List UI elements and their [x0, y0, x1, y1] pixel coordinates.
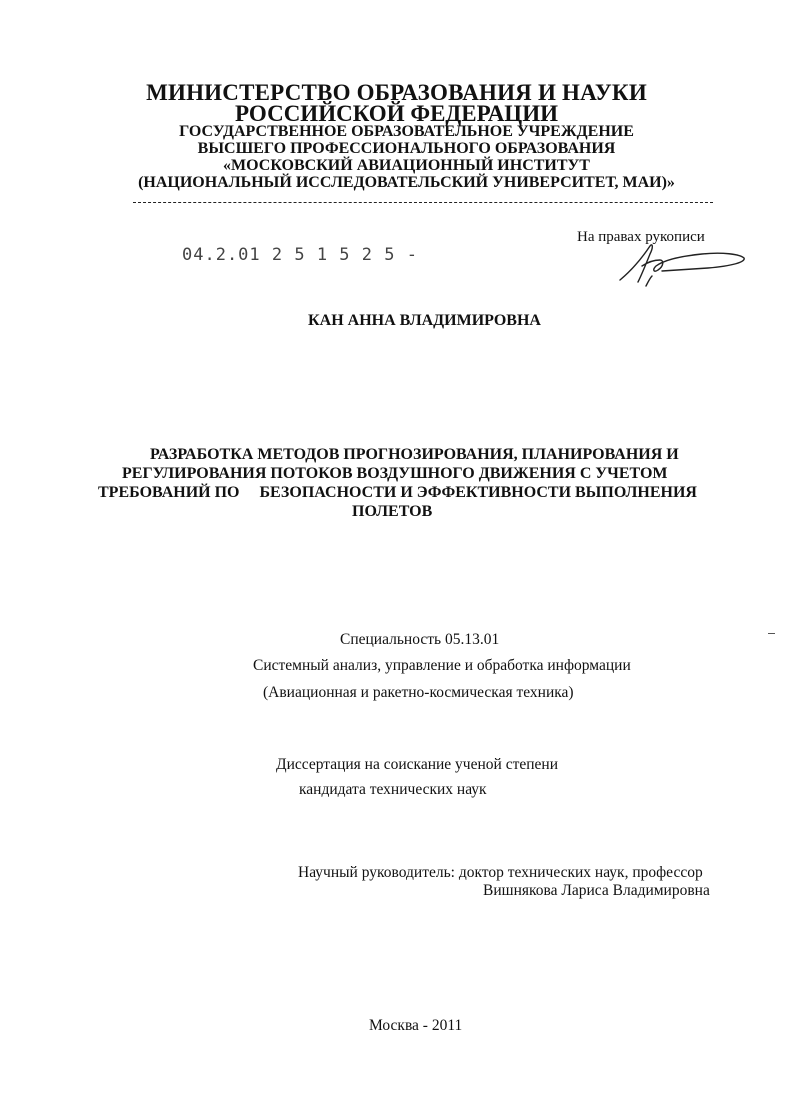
specialty-field: Системный анализ, управление и обработка информации	[253, 657, 631, 674]
ministry-line-1: МИНИСТЕРСТВО ОБРАЗОВАНИЯ И НАУКИ	[146, 80, 647, 105]
dissertation-title-line: РАЗРАБОТКА МЕТОДОВ ПРОГНОЗИРОВАНИЯ, ПЛАНИРОВАНИЯ И	[150, 446, 679, 463]
specialty-code: Специальность 05.13.01	[340, 631, 500, 648]
degree-line-2: кандидата технических наук	[299, 781, 487, 798]
institution-line-4: (НАЦИОНАЛЬНЫЙ ИССЛЕДОВАТЕЛЬСКИЙ УНИВЕРСИТЕТ, МАИ)»	[138, 174, 675, 191]
margin-mark	[768, 633, 775, 634]
signature-icon	[612, 240, 752, 290]
institution-line-3: «МОСКОВСКИЙ АВИАЦИОННЫЙ ИНСТИТУТ	[223, 157, 590, 174]
ministry-line-2: РОССИЙСКОЙ ФЕДЕРАЦИИ	[235, 101, 558, 126]
institution-line-2: ВЫСШЕГО ПРОФЕССИОНАЛЬНОГО ОБРАЗОВАНИЯ	[197, 140, 616, 157]
manuscript-note: На правах рукописи	[577, 229, 705, 245]
stamp-number: 04.2.01 2 5 1 5 2 5 -	[182, 245, 418, 265]
author-name: КАН АННА ВЛАДИМИРОВНА	[308, 312, 541, 329]
city-year: Москва - 2011	[369, 1017, 463, 1034]
specialty-branch: (Авиационная и ракетно-космическая техника)	[263, 684, 574, 701]
dissertation-title-line: РЕГУЛИРОВАНИЯ ПОТОКОВ ВОЗДУШНОГО ДВИЖЕНИЯ С УЧЕТОМ	[122, 465, 668, 482]
supervisor-title: Научный руководитель: доктор технических наук, профессор	[298, 864, 703, 881]
degree-line-1: Диссертация на соискание ученой степени	[276, 756, 558, 773]
dissertation-title-line: ПОЛЕТОВ	[352, 503, 433, 520]
institution-line-1: ГОСУДАРСТВЕННОЕ ОБРАЗОВАТЕЛЬНОЕ УЧРЕЖДЕНИЕ	[179, 123, 634, 140]
supervisor-name: Вишнякова Лариса Владимировна	[483, 882, 710, 899]
header-divider	[133, 202, 713, 203]
dissertation-title-line: ТРЕБОВАНИЙ ПО БЕЗОПАСНОСТИ И ЭФФЕКТИВНОСТИ ВЫПОЛНЕНИЯ	[98, 484, 697, 501]
